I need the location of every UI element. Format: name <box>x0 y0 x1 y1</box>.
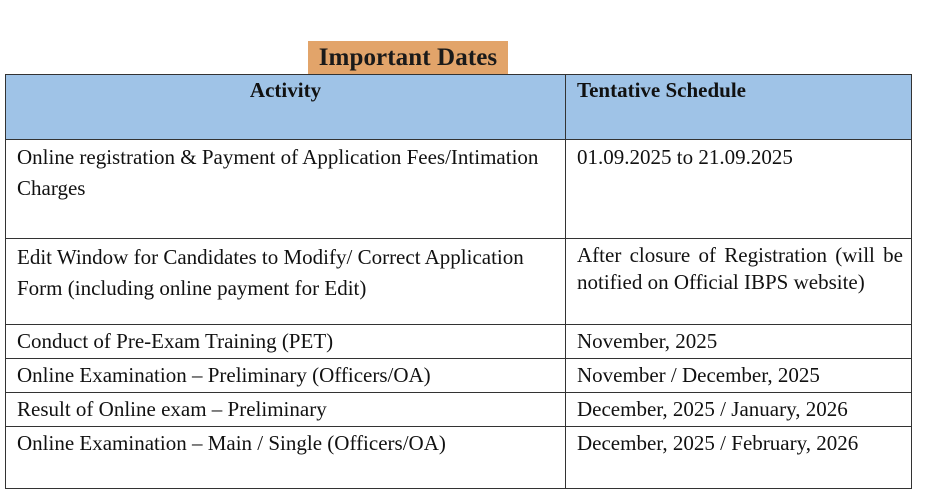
table-header-row <box>6 75 912 140</box>
activity-cell: Online Examination – Preliminary (Officers/OA) <box>6 359 566 393</box>
table-row <box>6 325 912 359</box>
schedule-cell: November, 2025 <box>566 325 912 359</box>
schedule-cell: December, 2025 / January, 2026 <box>566 393 912 427</box>
activity-cell: Edit Window for Candidates to Modify/ Correct Application Form (including online payment for Edit) <box>6 239 566 325</box>
table-row <box>6 140 912 239</box>
table-row <box>6 239 912 325</box>
table-row <box>6 393 912 427</box>
page-title: Important Dates <box>308 41 508 74</box>
table-row <box>6 359 912 393</box>
activity-cell: Online registration & Payment of Application Fees/Intimation Charges <box>6 140 566 239</box>
schedule-cell: 01.09.2025 to 21.09.2025 <box>566 140 912 239</box>
schedule-cell: December, 2025 / February, 2026 <box>566 427 912 489</box>
header-activity: Activity <box>6 75 566 140</box>
table-row <box>6 427 912 489</box>
activity-cell: Result of Online exam – Preliminary <box>6 393 566 427</box>
activity-cell: Conduct of Pre-Exam Training (PET) <box>6 325 566 359</box>
schedule-cell: After closure of Registration (will be notified on Official IBPS website) <box>566 239 912 325</box>
important-dates-table <box>5 74 912 489</box>
schedule-cell: November / December, 2025 <box>566 359 912 393</box>
header-tentative-schedule: Tentative Schedule <box>566 75 912 140</box>
activity-cell: Online Examination – Main / Single (Officers/OA) <box>6 427 566 489</box>
